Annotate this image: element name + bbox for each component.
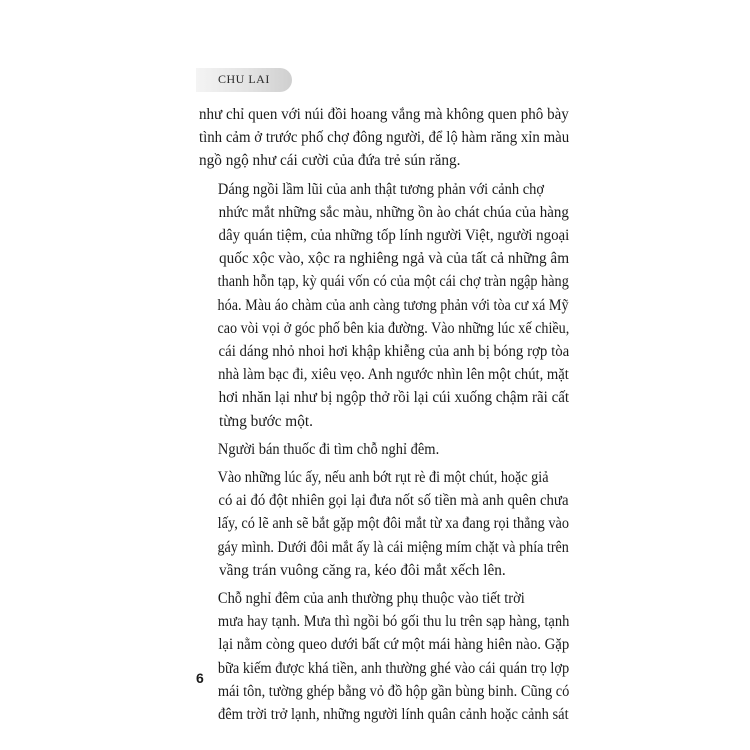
- text-line: ngồ ngộ như cái cười của đứa trẻ sún răng.: [199, 152, 461, 170]
- text-line: tình cảm ở trước phố chợ đông người, để lộ hàm răng xỉn màu: [199, 129, 570, 147]
- text-line: Dáng ngồi lầm lũi của anh thật tương phản với cảnh chợ: [217, 180, 545, 198]
- running-header-title: CHU LAI: [218, 72, 270, 86]
- text-line: Chỗ nghỉ đêm của anh thường phụ thuộc vào tiết trời: [217, 590, 525, 608]
- text-line: nhức mắt những sắc màu, những ồn ào chát chúa của hàng: [218, 203, 569, 221]
- text-line: lại nằm còng queo dưới bất cứ một mái hàng hiên nào. Gặp: [218, 636, 570, 654]
- text-line: có ai đó đột nhiên gọi lại đưa nốt số tiền mà anh quên chưa: [218, 492, 569, 510]
- text-line: lấy, có lẽ anh sẽ bắt gặp một đôi mắt từ xa đang rọi thẳng vào: [217, 515, 570, 533]
- text-line: Người bán thuốc đi tìm chỗ nghỉ đêm.: [217, 440, 440, 458]
- text-line: gáy mình. Dưới đôi mắt ấy là cái miệng mím chặt và phía trên: [217, 538, 569, 556]
- text-line: bữa kiếm được khá tiền, anh thường ghé vào cái quán trọ lợp: [217, 659, 570, 677]
- text-line: quốc xộc vào, xộc ra nghiêng ngả và của tất cả những âm: [218, 250, 570, 268]
- running-header-tab: [196, 68, 292, 92]
- text-line: cao vòi vọi ở góc phố bên kia đường. Vào những lúc xế chiều,: [217, 319, 570, 337]
- text-line: hơi nhăn lại như bị ngộp thở rồi lại cúi xuống chậm rãi cất: [218, 389, 570, 407]
- text-line: mưa hay tạnh. Mưa thì ngồi bó gối thu lu trên sạp hàng, tạnh: [217, 613, 570, 631]
- text-line: như chỉ quen với núi đồi hoang vắng mà không quen phô bày: [199, 106, 569, 123]
- text-line: mái tôn, tường ghép bằng vỏ đồ hộp gần bùng binh. Cũng có: [217, 682, 570, 700]
- page-number: 6: [196, 670, 204, 686]
- paragraph: [199, 466, 569, 582]
- paragraph: [199, 438, 569, 461]
- paragraph: [199, 178, 569, 433]
- page-body-text: [199, 103, 569, 726]
- text-line: nhà làm bạc đi, xiêu vẹo. Anh ngước nhìn lên một chút, mặt: [218, 366, 569, 384]
- text-line: thanh hỗn tạp, kỳ quái vốn có của một cái chợ tràn ngập hàng: [217, 273, 569, 291]
- text-line: vầng trán vuông căng ra, kéo đôi mắt xếch lên.: [219, 561, 506, 579]
- paragraph: [199, 587, 569, 726]
- text-line: cái dáng nhỏ nhoi hơi khập khiễng của anh bị bóng rợp tòa: [218, 343, 570, 361]
- text-line: từng bước một.: [219, 412, 313, 430]
- text-line: hóa. Màu áo chàm của anh càng tương phản với tòa cư xá Mỹ: [217, 296, 569, 314]
- paragraph: [199, 103, 569, 173]
- text-line: đêm trời trở lạnh, những người lính quân cảnh hoặc cảnh sát: [217, 706, 569, 724]
- text-line: dây quán tiệm, của những tốp lính người Việt, người ngoại: [218, 227, 570, 245]
- text-line: Vào những lúc ấy, nếu anh bớt rụt rè đi một chút, hoặc giả: [217, 469, 549, 487]
